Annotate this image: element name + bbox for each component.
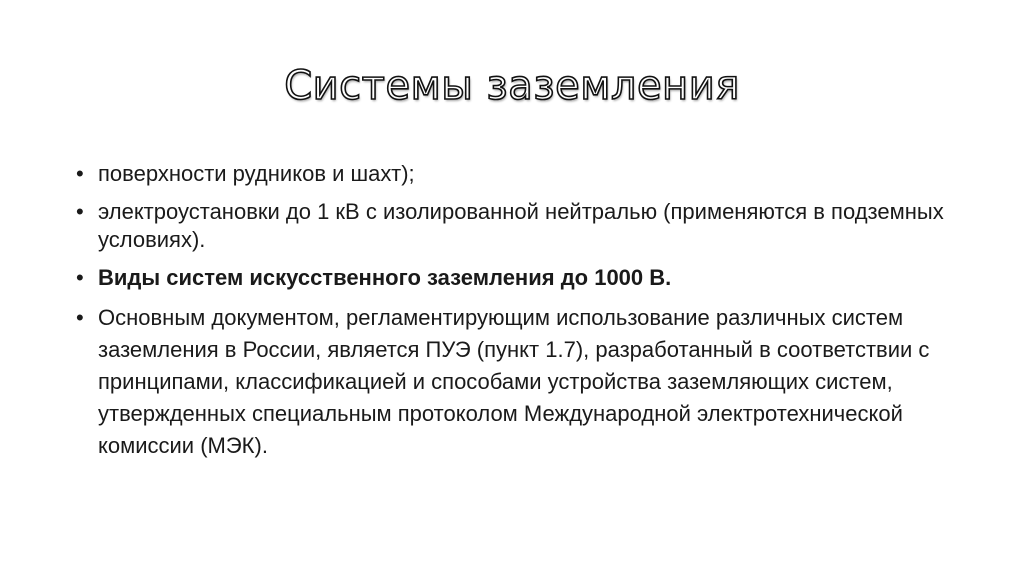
bullet-item [76, 264, 956, 292]
bullet-dot: • [76, 199, 84, 224]
bullet-dot: • [76, 161, 84, 186]
bullet-text: Виды систем искусственного заземления до 1000 В. [98, 265, 672, 290]
bullet-item [76, 160, 956, 188]
bullet-dot: • [76, 265, 84, 290]
bullet-list [76, 160, 956, 472]
bullet-item [76, 302, 956, 462]
bullet-dot: • [76, 305, 84, 330]
bullet-text: Основным документом, регламентирующим использование различных систем заземления в России, является ПУЭ (пункт 1.7), разработанный в соответствии с принципами, классификацией и способами устройства заземляющих систем, утвержденных специальным протоколом Международной электротехнической комиссии (МЭК). [98, 305, 930, 458]
bullet-item [76, 198, 956, 254]
bullet-text: электроустановки до 1 кВ с изолированной нейтралью (применяются в подземных условиях). [98, 199, 944, 252]
slide-title: Системы заземления [284, 63, 740, 109]
bullet-text: поверхности рудников и шахт); [98, 161, 415, 186]
